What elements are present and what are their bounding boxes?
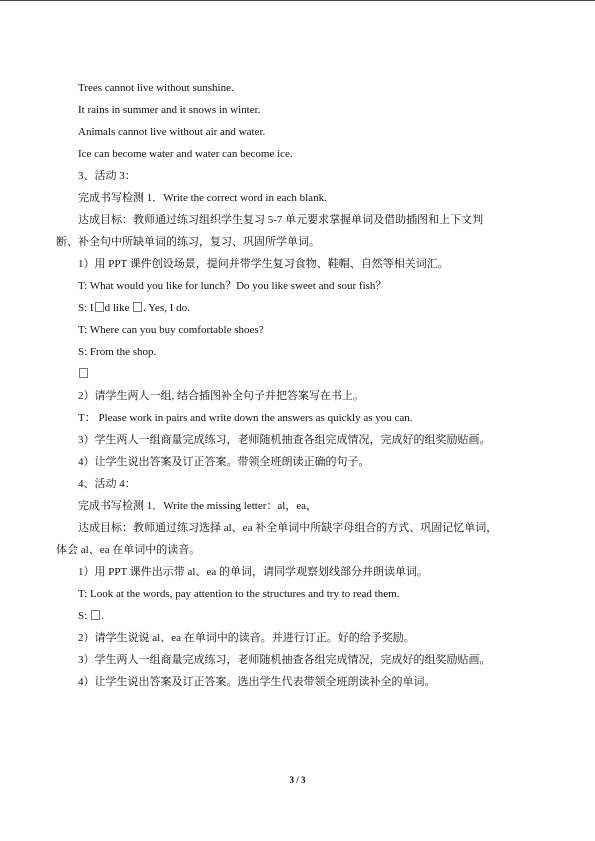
text-line: 2）请学生两人一组, 结合插图补全句子并把答案写在书上。 — [78, 390, 364, 402]
text-line — [78, 367, 89, 381]
text-line: 达成目标：教师通过练习选择 al、ea 补全单词中所缺字母组合的方式、巩固记忆单词， — [78, 522, 498, 534]
text-line: 4）让学生说出答案及订正答案。选出学生代表带领全班朗读补全的单词。 — [78, 676, 436, 688]
text-line: 完成书写检测 1．Write the missing letter：al，ea， — [78, 500, 318, 512]
text-line: 1）用 PPT 课件出示带 al、ea 的单词，请同学观察划线部分并朗读单词。 — [78, 566, 428, 578]
section-heading: 4、活动 4： — [78, 478, 136, 490]
missing-glyph-icon — [91, 610, 100, 620]
text-line — [78, 609, 104, 623]
text-line: 完成书写检测 1．Write the correct word in each blank. — [78, 192, 327, 204]
text-line: Ice can become water and water can become ice. — [78, 148, 293, 160]
text-fragment: S: — [78, 610, 88, 622]
text-line: T: Look at the words, pay attention to the structures and try to read them. — [78, 588, 400, 600]
text-line: It rains in summer and it snows in winter. — [78, 104, 261, 116]
text-line: 3）学生两人一组商量完成练习，老师随机抽查各组完成情况，完成好的组奖励贴画。 — [78, 434, 491, 446]
text-line: Trees cannot live without sunshine. — [78, 82, 234, 94]
text-line: Animals cannot live without air and water. — [78, 126, 266, 138]
text-line: T： Please work in pairs and write down the answers as quickly as you can. — [78, 412, 413, 424]
missing-glyph-icon — [133, 302, 142, 312]
text-line: 4）让学生说出答案及订正答案。带领全班朗读正确的句子。 — [78, 456, 370, 468]
text-line: 1）用 PPT 课件创设场景，提问并带学生复习食物、鞋帽、自然等相关词汇。 — [78, 258, 449, 270]
page-number: 3 / 3 — [289, 775, 306, 785]
section-heading: 3、活动 3： — [78, 170, 136, 182]
text-line: 体会 al、ea 在单词中的读音。 — [56, 544, 201, 556]
text-fragment: d like — [104, 302, 130, 314]
text-line — [78, 301, 190, 315]
text-line: S: From the shop. — [78, 346, 157, 358]
text-line: 3）学生两人一组商量完成练习，老师随机抽查各组完成情况，完成好的组奖励贴画。 — [78, 654, 491, 666]
text-line: 达成目标：教师通过练习组织学生复习 5-7 单元要求掌握单词及借助插图和上下文判 — [78, 214, 484, 226]
text-fragment: . — [100, 610, 104, 622]
text-line: 2）请学生说说 al、ea 在单词中的读音。并进行订正。好的给予奖励。 — [78, 632, 415, 644]
missing-glyph-icon — [79, 368, 88, 378]
text-fragment: S: I — [78, 302, 94, 314]
text-fragment: . Yes, I do. — [143, 302, 190, 314]
text-line: T: What would you like for lunch？Do you like sweet and sour fish？ — [78, 280, 387, 292]
text-line: T: Where can you buy comfortable shoes? — [78, 324, 264, 336]
text-line: 断、补全句中所缺单词的练习，复习、巩固所学单词。 — [56, 236, 320, 248]
missing-glyph-icon — [95, 302, 104, 312]
